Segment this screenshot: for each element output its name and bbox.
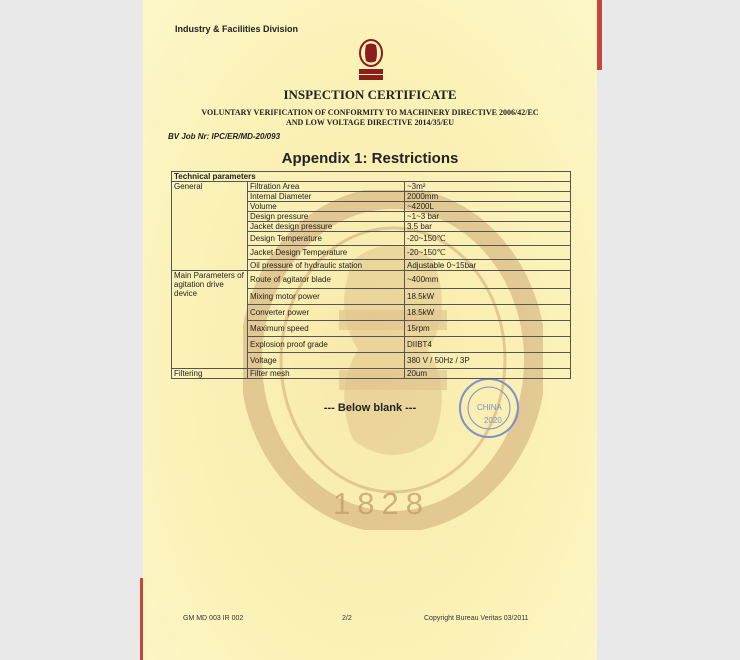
below-blank-marker: --- Below blank ---	[323, 402, 417, 414]
job-number: BV Job Nr: IPC/ER/MD-20/093	[168, 132, 281, 141]
table-header: Technical parameters	[172, 172, 571, 182]
table-header-row	[172, 172, 571, 182]
parameter-name: Design pressure	[248, 212, 405, 222]
parameter-value: 18.5kW	[405, 305, 571, 321]
certificate-subtitle-line1: VOLUNTARY VERIFICATION OF CONFORMITY TO MACHINERY DIRECTIVE 2006/42/EC	[201, 108, 539, 117]
group-label: Main Parameters of agitation drive device	[172, 271, 248, 369]
parameter-name: Filtration Area	[248, 182, 405, 192]
copyright: Copyright Bureau Veritas 03/2011	[424, 615, 529, 622]
stamp-year: 2020	[484, 416, 502, 425]
stamp-text: CHINA	[477, 403, 502, 412]
parameter-value: 2000mm	[405, 192, 571, 202]
certificate-page	[143, 0, 597, 660]
parameter-name: Route of agitator blade	[248, 271, 405, 289]
parameter-value: ~400mm	[405, 271, 571, 289]
parameter-name: Jacket Design Temperature	[248, 246, 405, 260]
form-code: GM MD 003 IR 002	[183, 615, 244, 622]
parameter-name: Voltage	[248, 353, 405, 369]
group-label: General	[172, 182, 248, 271]
group-label: Filtering	[172, 369, 248, 379]
parameter-value: -20~150℃	[405, 232, 571, 246]
parameter-name: Internal Diameter	[248, 192, 405, 202]
parameter-value: -20~150℃	[405, 246, 571, 260]
table-row	[172, 369, 571, 379]
parameter-name: Design Temperature	[248, 232, 405, 246]
parameter-value: ~3m²	[405, 182, 571, 192]
parameter-value: ~4200L	[405, 202, 571, 212]
parameter-name: Converter power	[248, 305, 405, 321]
parameter-name: Filter mesh	[248, 369, 405, 379]
parameter-value: 20um	[405, 369, 571, 379]
parameter-name: Volume	[248, 202, 405, 212]
parameter-value: Adjustable 0~15bar	[405, 260, 571, 271]
table-row	[172, 271, 571, 289]
table-row	[172, 182, 571, 192]
parameter-value: DIIBT4	[405, 337, 571, 353]
parameter-value: ~1~3 bar	[405, 212, 571, 222]
bureau-veritas-logo-icon	[357, 38, 385, 82]
parameter-name: Jacket design pressure	[248, 222, 405, 232]
parameter-name: Mixing motor power	[248, 289, 405, 305]
division-label: Industry & Facilities Division	[175, 24, 299, 34]
parameter-name: Maximum speed	[248, 321, 405, 337]
parameter-name: Oil pressure of hydraulic station	[248, 260, 405, 271]
technical-parameters-table	[171, 171, 571, 379]
watermark-year: 1828	[333, 486, 430, 521]
certificate-subtitle-line2: AND LOW VOLTAGE DIRECTIVE 2014/35/EU	[285, 118, 455, 127]
parameter-value: 15rpm	[405, 321, 571, 337]
parameter-value: 3.5 bar	[405, 222, 571, 232]
parameter-value: 18.5kW	[405, 289, 571, 305]
appendix-heading: Appendix 1: Restrictions	[281, 150, 459, 167]
page-number: 2/2	[342, 615, 352, 622]
parameter-value: 380 V / 50Hz / 3P	[405, 353, 571, 369]
certificate-title: INSPECTION CERTIFICATE	[283, 87, 457, 102]
parameter-name: Explosion proof grade	[248, 337, 405, 353]
